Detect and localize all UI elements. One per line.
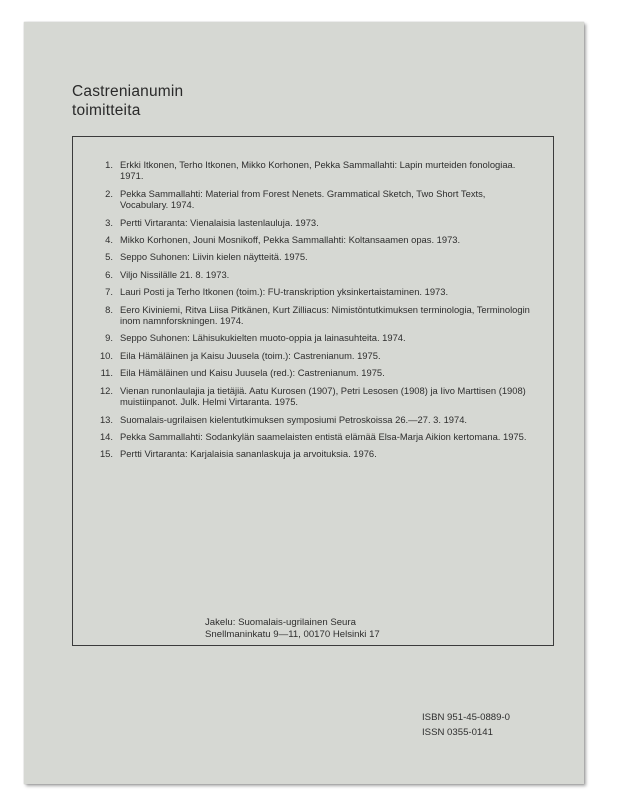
publication-number: 12. — [99, 384, 113, 396]
publication-item — [89, 159, 535, 182]
publication-text: Viljo Nissilälle 21. 8. 1973. — [120, 268, 230, 280]
distributor-line: Jakelu: Suomalais-ugrilainen Seura — [205, 617, 356, 628]
publication-item — [89, 448, 535, 459]
isbn-number: ISBN 951-45-0889-0 — [422, 712, 510, 723]
publication-number: 5. — [105, 251, 113, 263]
publication-text: Pekka Sammallahti: Sodankylän saamelaisten entistä elämää Elsa-Marja Aikion kertomana. 1975. — [120, 430, 527, 442]
distribution-info — [205, 617, 380, 641]
publication-item — [89, 332, 535, 343]
publication-text: Pertti Virtaranta: Vienalaisia lastenlauluja. 1973. — [120, 216, 319, 228]
publication-text: Seppo Suhonen: Lähisukukielten muoto-oppia ja lainasuhteita. 1974. — [120, 332, 406, 344]
publication-item — [89, 414, 535, 425]
publication-text: Lauri Posti ja Terho Itkonen (toim.): FU-transkription yksinkertaistaminen. 1973. — [120, 286, 449, 298]
publication-list-frame — [72, 136, 554, 646]
publication-item — [89, 304, 535, 327]
publication-text: Eila Hämäläinen ja Kaisu Juusela (toim.): Castrenianum. 1975. — [120, 349, 381, 361]
publication-number: 13. — [99, 413, 113, 425]
publication-text: Erkki Itkonen, Terho Itkonen, Mikko Korhonen, Pekka Sammallahti: Lapin murteiden fonologiaa. 1971. — [120, 159, 516, 182]
publication-text: Seppo Suhonen: Liivin kielen näytteitä. 1975. — [120, 251, 308, 263]
publication-text: Suomalais-ugrilaisen kielentutkimuksen symposiumi Petroskoissa 26.—27. 3. 1974. — [120, 413, 468, 425]
publication-number: 4. — [105, 234, 113, 246]
publication-item — [89, 217, 535, 228]
publication-item — [89, 269, 535, 280]
series-title — [72, 82, 183, 120]
publication-number: 14. — [99, 430, 113, 442]
publication-text: Pertti Virtaranta: Karjalaisia sananlaskuja ja arvoituksia. 1976. — [120, 448, 377, 460]
series-title-line1: Castrenianumin — [72, 83, 184, 100]
publication-number: 3. — [105, 216, 113, 228]
identifiers-block — [422, 710, 510, 740]
publication-text: Mikko Korhonen, Jouni Mosnikoff, Pekka Sammallahti: Koltansaamen opas. 1973. — [120, 234, 461, 246]
back-cover — [24, 22, 584, 784]
publication-list — [89, 159, 535, 460]
publication-number: 10. — [99, 349, 113, 361]
publication-number: 6. — [105, 268, 113, 280]
publication-item — [89, 234, 535, 245]
publication-number: 11. — [100, 367, 113, 379]
publication-item — [89, 350, 535, 361]
publication-item — [89, 431, 535, 442]
issn-number: ISSN 0355-0141 — [422, 727, 493, 738]
distributor-address: Snellmaninkatu 9—11, 00170 Helsinki 17 — [205, 629, 380, 640]
publication-number: 7. — [105, 286, 113, 298]
publication-number: 9. — [105, 332, 113, 344]
publication-text: Pekka Sammallahti: Material from Forest Nenets. Grammatical Sketch, Two Short Texts, Vocabulary. 1974. — [120, 187, 486, 211]
series-title-line2: toimitteita — [72, 102, 141, 119]
publication-text: Vienan runonlaulajia ja tietäjiä. Aatu Kurosen (1907), Petri Lesosen (1908) ja Iivo Marttisen (1908) muistiinpanot. Julk. Helmi Virtaranta. 1975. — [120, 384, 526, 408]
publication-item — [89, 367, 535, 378]
publication-number: 2. — [105, 187, 113, 199]
publication-text: Eero Kiviniemi, Ritva Liisa Pitkänen, Kurt Zilliacus: Nimistöntutkimuksen terminologia, Terminologin inom namnforskningen. 1974. — [120, 303, 530, 327]
publication-item — [89, 251, 535, 262]
publication-text: Eila Hämäläinen und Kaisu Juusela (red.): Castrenianum. 1975. — [120, 367, 385, 379]
publication-item — [89, 385, 535, 408]
publication-number: 1. — [105, 159, 113, 170]
publication-number: 15. — [99, 448, 113, 460]
publication-item — [89, 286, 535, 297]
publication-number: 8. — [105, 303, 113, 315]
publication-item — [89, 188, 535, 211]
